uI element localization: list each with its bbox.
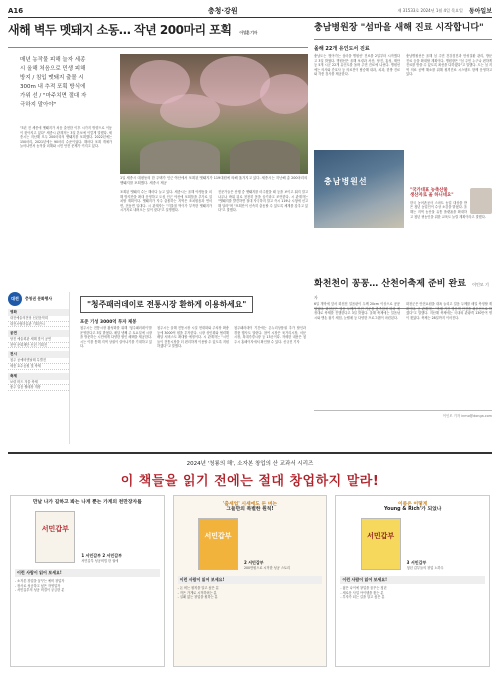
book-row <box>340 518 485 570</box>
festival-body-col1: 6일 개막에 앞서 화천천 얼음판이 두께 20cm 이상으로 꽁꽁 얼었다. 화천군은 얼음 두께가 안전 기준을 충족함에 따라 예정대로 축제를 진행한다고 3일 밝혔다. 올해 축제에는 얼음낚시와 맨손 잡기 체험, 눈썰매 등 다양한 프로그램이 마련된다. <box>314 302 400 320</box>
ad-list <box>15 579 160 593</box>
award-box <box>410 188 492 219</box>
hospital-ship-photo <box>314 150 404 228</box>
hospital-ship-body-col2: 충남병원선은 올해 섬 주민 건강검진과 만성질환 관리, 방문 진료 등을 확대할 계획이다. 병원장은 "섬 주민 누구나 편하게 진료를 받을 수 있도록 최선을 다하겠다"고 말했다. 도는 섬 지역 의료 공백 해소를 위해 원격진료 시스템도 함께 운영하고 있다. <box>406 54 492 77</box>
sidebar-item: 대전시립미술관 기획전시 <box>8 322 69 328</box>
boar-body-col2: 포획된 멧돼지 수는 해마다 늘고 있다. 세종시는 올해 야생동물 피해 방지단을 확대 운영하고 도심 인근 야산에 포획틀을 추가로 설치할 계획이다. 멧돼지가 자주 출몰하는 지역은 조치원읍과 연서면, 전동면 일대다. 시 관계자는 "겨울철 먹이가 부족한 멧돼지가 시가지로 내려오는 일이 잦다"고 설명했다. <box>120 190 212 213</box>
book-cover[interactable]: 서민갑부 <box>35 511 75 563</box>
sidebar-section-title: 공연 <box>8 330 69 337</box>
boar-title-text: 새해 벽두 멧돼지 소동… 작년 200마리 포획 <box>8 23 232 37</box>
boar-body-col3: 전문가들은 산행 중 멧돼지를 마주쳤을 때 등을 보이고 뛰지 말고 나무나 바위 뒤로 천천히 몸을 숨기라고 조언한다. 시 관계자는 "멧돼지를 발견하면 절대 자극하지 말고 즉시 119나 시청에 신고해 달라"며 "포획단이 신속히 출동할 수 있도록 체계를 갖추고 있다"고 말했다. <box>218 190 308 213</box>
ad-pretitle: 2024년 '청룡의 해', 소자본 창업의 산 교과서 시리즈 <box>186 461 314 467</box>
book-name: 1 서민갑부 2 서민갑부 <box>81 553 122 559</box>
ad-list-item: - 새로운 사업 아이템을 찾는 분 <box>340 590 384 595</box>
page-number: A16 <box>8 6 24 15</box>
market-subhead: 포준 기성 3000억 투자 제봉 <box>80 320 137 325</box>
sidebar-item: 충주 얼음 썰매장 개장 <box>8 385 69 391</box>
ad-col-head: 만날 나가 길하고 봐는 나게 뿐는 가게의 천만장자를 <box>32 500 142 505</box>
book-cover[interactable]: 서민갑부 <box>198 518 238 570</box>
sidebar-item: 대전예술의전당 신년음악회 <box>8 316 69 322</box>
ad-col-head: Young & Rich'가 되었나 <box>383 507 442 512</box>
ad-question: 이런 사람이 읽어 보세요! <box>15 569 160 577</box>
book-desc: 서민갑부 성공비법 한 권에 <box>81 558 119 563</box>
ad-list <box>178 586 323 600</box>
book-advertisement <box>8 452 492 687</box>
book-name: 2 서민갑부 <box>244 560 264 566</box>
boar-article-title <box>8 22 308 41</box>
ad-col-kicker: 이름은 어떻게 <box>397 502 428 507</box>
ad-question: 이런 사람이 읽어 보세요! <box>340 576 485 584</box>
hospital-ship-title: 충남병원장 "섬마을 새해 진료 시작합니다" <box>314 23 484 33</box>
boar-article <box>8 22 308 266</box>
festival-article <box>314 278 492 418</box>
ship-photo-label: 충남병원선 <box>324 176 368 186</box>
ad-column-1 <box>10 495 165 667</box>
ad-list-item: - 소자본 창업을 꿈꾸는 예비 창업자 <box>15 579 65 583</box>
hospital-ship-article <box>314 22 492 266</box>
book-desc: 200만원으로 시작한 성공 스토리 <box>244 565 291 570</box>
book-row <box>15 511 160 563</box>
festival-byline: 이인모 기자 <box>314 282 489 300</box>
festival-title <box>314 278 492 304</box>
market-body-col1: 청주시는 전통시장 활성화를 위해 '청주패러데이'를 운영한다고 3일 밝혔다. 매달 넷째 주 토요일에 시장을 방문하는 시민에게 다양한 할인 혜택을 제공한다. 시는 이를 통해 지역 상권이 살아나기를 기대하고 있다. <box>80 326 152 349</box>
hospital-ship-body-col1: 충남도는 '찾아가는 섬마을 병원선' 진료를 2일부터 시작했다고 3일 밝혔다. 병원선은 올해 보령과 서산, 당진, 홍성, 태안 등 5개 시군 22개 유인도를 돌며 주민 진료에 나선다. 병원선에는 의사와 간호사 등 의료진이 탑승해 내과, 치과, 한방 진료와 각종 검사를 제공한다. <box>314 54 400 77</box>
events-sidebar <box>8 292 70 444</box>
boar-photo <box>120 54 308 174</box>
ad-list <box>340 586 485 600</box>
ad-headline: 이 책들을 읽기 전에는 절대 창업하지 말라! <box>120 474 380 489</box>
book-name: 3 서민갑부 <box>406 560 427 566</box>
boar-body-col1: "3년 전 세종에 멧돼지가 처음 출현한 이후 시가지 방향으로 이동이 잦아지고 있다" 세종시 관계자는 3일 본보에 이렇게 말했다. 세종시는 지난해 모두 200마리의 멧돼지를 포획했다. 2022년에는 150마리, 2021년에는 90마리 수준이었다. 해마다 포획 개체가 늘어나면서 농작물 피해와 시민 안전 문제가 커지고 있다. <box>20 126 112 149</box>
ad-col-kicker: '출세업' 시세에도 돈 버는 <box>222 502 278 507</box>
sidebar-item: 당진 예술회관 새해 맞이 공연 <box>8 337 69 343</box>
ad-column-2 <box>173 495 328 667</box>
divider <box>8 47 308 48</box>
sidebar-item: 세종 호수공원 빛 축제 <box>8 364 69 370</box>
issue-info: 제 31533호 2024년 1월 4일 목요일 <box>397 7 463 13</box>
sidebar-item: 천안 문화재단 신년 기획전 <box>8 343 69 349</box>
award-text: 한국 농어촌공사 스마트 농업 대상을 받은 청년 농업인이 수상 소감을 밝혔다. 올해는 지역 농산물 유통 플랫폼을 확대하고 청년 귀농인을 위한 교육도 늘릴 계획이라고 말했다. <box>410 200 486 219</box>
sidebar-section-title: 축제 <box>8 373 69 380</box>
boar-photo-caption: 1일 세종시 대평동의 한 주택가 인근 야산에서 포획된 멧돼지가 119대원에 의해 옮겨지고 있다. 세종시는 지난해 총 200마리의 멧돼지를 포획했다. 세종시 제공 <box>120 176 308 185</box>
book-cover[interactable]: 서민갑부 <box>361 518 401 570</box>
ad-column-3 <box>335 495 490 667</box>
portrait-photo <box>470 188 492 214</box>
award-title: "국가대표 농축산물 <box>410 188 448 193</box>
market-body-col2: 청주시는 올해 전통시장 시설 현대화와 주차장 확충 등에 3000억 원을 투자한다. 시장 상인회와 협력해 배달 서비스도 확대할 예정이다. 시 관계자는 "시민들이 전통시장을 더 편리하게 이용할 수 있도록 지원하겠다"고 말했다. <box>157 326 229 349</box>
book-info <box>79 554 139 563</box>
sidebar-section-title: 전시 <box>8 351 69 358</box>
book-desc: 청년 갑부들의 창업 노하우 <box>406 565 444 570</box>
festival-title-text: 화천천이 꽁꽁… 산천어축제 준비 완료 <box>314 279 466 289</box>
boar-byline: 이성훈 기자 <box>239 30 257 35</box>
sidebar-item: 청주 공예비엔날레 특별전 <box>8 358 69 364</box>
award-subtitle: 생산자로 올 하니네요" <box>410 193 454 199</box>
boar-subheadline: 매년 농작물 피해 늘자 세종시 올해 처음으로 민생 피해 방지 / 침입 맷돼지 출몰 시 300m 내 추적 포획 방식에 가위 선 / "마주치면 절대 자극하지 말아야" <box>20 57 87 108</box>
market-article <box>80 292 306 444</box>
sidebar-title: 충청권 문화행사 <box>25 296 52 301</box>
market-title: "청주패러데이로 전통시장 환하게 이용하세요" <box>80 296 253 313</box>
page-header <box>8 4 492 18</box>
ad-list-item: - 돈 버는 원칙을 알고 싶은 분 <box>177 586 219 590</box>
ad-list-item: - 작은 가게로 시작하려는 분 <box>177 590 217 595</box>
ad-question: 이런 사람이 읽어 보세요! <box>178 576 323 584</box>
section-title: 충청·강원 <box>207 6 238 15</box>
ad-list-item: - 서민갑부의 성공 비결이 궁금한 분 <box>15 588 65 593</box>
ad-list-item: - 젊은 나이에 창업을 꿈꾸는 청년 <box>340 586 387 590</box>
sidebar-logo: 대전 <box>8 292 22 306</box>
sidebar-item: 보령 머드 겨울 축제 <box>8 380 69 386</box>
ad-columns <box>8 495 492 667</box>
ad-list-item: - 부자가 되는 길을 알고 싶은 분 <box>340 595 385 600</box>
book-info <box>405 561 465 570</box>
festival-body-col2: 화천군은 안전요원을 대폭 늘리고 얼음 두께를 매일 측정할 계획이다. 군 관계자는 "축제 기간 방문객 안전을 최우선으로 하겠다"고 말했다. 지난해 축제에는 국내외 관광객 130만여 명이 찾았다. 축제는 28일까지 이어진다. <box>406 302 492 320</box>
sidebar-section-title: 영화 <box>8 309 69 316</box>
book-row <box>178 518 323 570</box>
sidebar-header <box>8 292 69 306</box>
hospital-ship-subtitle: 올해 22개 유인도서 진료 <box>314 46 370 52</box>
book-info <box>242 561 302 570</box>
market-body-col3: 청주패러데이 기간에는 온누리상품권 추가 할인과 경품 행사도 열린다. 참여 시장은 육거리시장, 서문시장, 복대가경시장 등 13곳이다. 자세한 내용은 청주시 홈페이지에서 확인할 수 있다. 신규진 기자 <box>234 326 306 344</box>
ad-list-item: - 실패 없는 창업을 원하는 분 <box>177 595 218 600</box>
newspaper-logo: 동아일보 <box>468 8 492 15</box>
festival-footer: 이인모 기자 inmo@donga.com <box>314 410 492 418</box>
divider <box>314 39 492 40</box>
ad-col-head: 그들만의 특별한 원칙! <box>226 507 274 512</box>
ad-list-item: - 장사로 성공하고 싶은 자영업자 <box>15 583 61 588</box>
